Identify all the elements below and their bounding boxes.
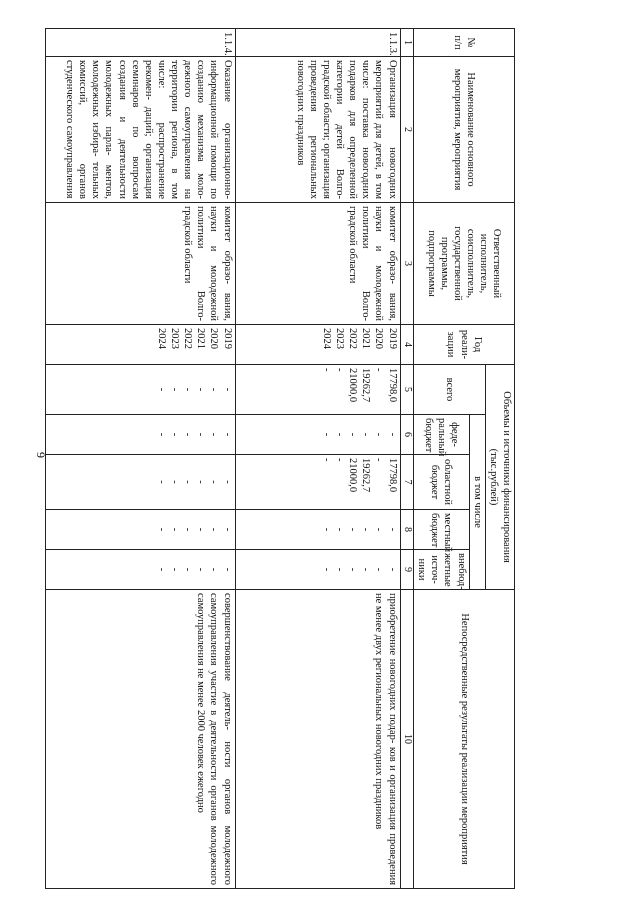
row-years: 2019 2020 2021 2022 2023 2024	[45, 325, 235, 365]
colnum: 5	[400, 365, 414, 415]
header-name: Наименование основного мероприятия, мероприятия	[414, 57, 515, 203]
header-offbudget: внебюд- жетные источ- ники	[414, 550, 470, 590]
colnum: 4	[400, 325, 414, 365]
row-total: - - - - - -	[45, 365, 235, 415]
row-responsible: комитет образо- вания, науки и молодежной политики Волго- градской области	[45, 203, 235, 325]
row-name: Оказание организационно- информационной помощи по созданию механизма моло- дежного самоуправления на территории региона, в том числе: распространение рекомен- даций; организация семинаров по вопросам создания и деятельности молодежных парла- ментов, молодежных избира- тельных комиссий, органов студенческого самоуправления	[45, 57, 235, 203]
colnum: 1	[400, 29, 414, 57]
colnum: 6	[400, 415, 414, 455]
header-result: Непосредственные результаты реализации мероприятия	[414, 590, 515, 889]
row-total: 17798,0 - 19262,7 21000,0 - -	[235, 365, 400, 415]
header-finance: Объемы и источники финансирования (тыс.рублей)	[485, 365, 514, 590]
row-regional: - - - - - -	[45, 455, 235, 510]
header-incl: в том числе	[469, 415, 485, 590]
header-federal: феде- ральный бюджет	[414, 415, 470, 455]
row-regional: 17798,0 - 19262,7 21000,0 - -	[235, 455, 400, 510]
row-responsible: комитет образо- вания, науки и молодежной политики Волго- градской области	[235, 203, 400, 325]
row-offbudget: - - - - - -	[45, 550, 235, 590]
program-table	[45, 28, 515, 889]
header-row-1	[485, 29, 514, 889]
row-federal: - - - - - -	[235, 415, 400, 455]
rotated-table-wrapper	[64, 28, 515, 888]
colnum: 9	[400, 550, 414, 590]
row-result: приобретение новогодних подар- ков и организация проведения не менее двух региональных новогодних праздников	[235, 590, 400, 889]
row-offbudget: - - - - - -	[235, 550, 400, 590]
row-local: - - - - - -	[45, 510, 235, 550]
table-row	[45, 29, 235, 889]
row-federal: - - - - - -	[45, 415, 235, 455]
header-total: всего	[414, 365, 486, 415]
header-year: Год реали- зации	[414, 325, 515, 365]
header-num: № п/п	[414, 29, 515, 57]
row-years: 2019 2020 2021 2022 2023 2024	[235, 325, 400, 365]
row-result: совершенствование деятель- ности органов молодежного самоуправления участие в деятельности органов молодежного самоуправления не менее 2000 человек ежегодно	[45, 590, 235, 889]
colnum: 7	[400, 455, 414, 510]
header-responsible: Ответственный исполнитель, соисполнитель, государственной программы, подпрограммы	[414, 203, 515, 325]
page-number: 9	[34, 452, 48, 458]
row-name: Организация новогодних мероприятий для детей, в том числе: поставка новогодних подарков для определенной категории детей Волго- градской области; организация проведения региональных новогодних праздников	[235, 57, 400, 203]
table-row	[235, 29, 400, 889]
column-number-row	[400, 29, 414, 889]
row-num: 1.1.3.	[235, 29, 400, 57]
colnum: 8	[400, 510, 414, 550]
row-num: 1.1.4.	[45, 29, 235, 57]
header-local: местный бюджет	[414, 510, 470, 550]
header-regional: областной бюджет	[414, 455, 470, 510]
colnum: 3	[400, 203, 414, 325]
colnum: 10	[400, 590, 414, 889]
colnum: 2	[400, 57, 414, 203]
row-local: - - - - - -	[235, 510, 400, 550]
